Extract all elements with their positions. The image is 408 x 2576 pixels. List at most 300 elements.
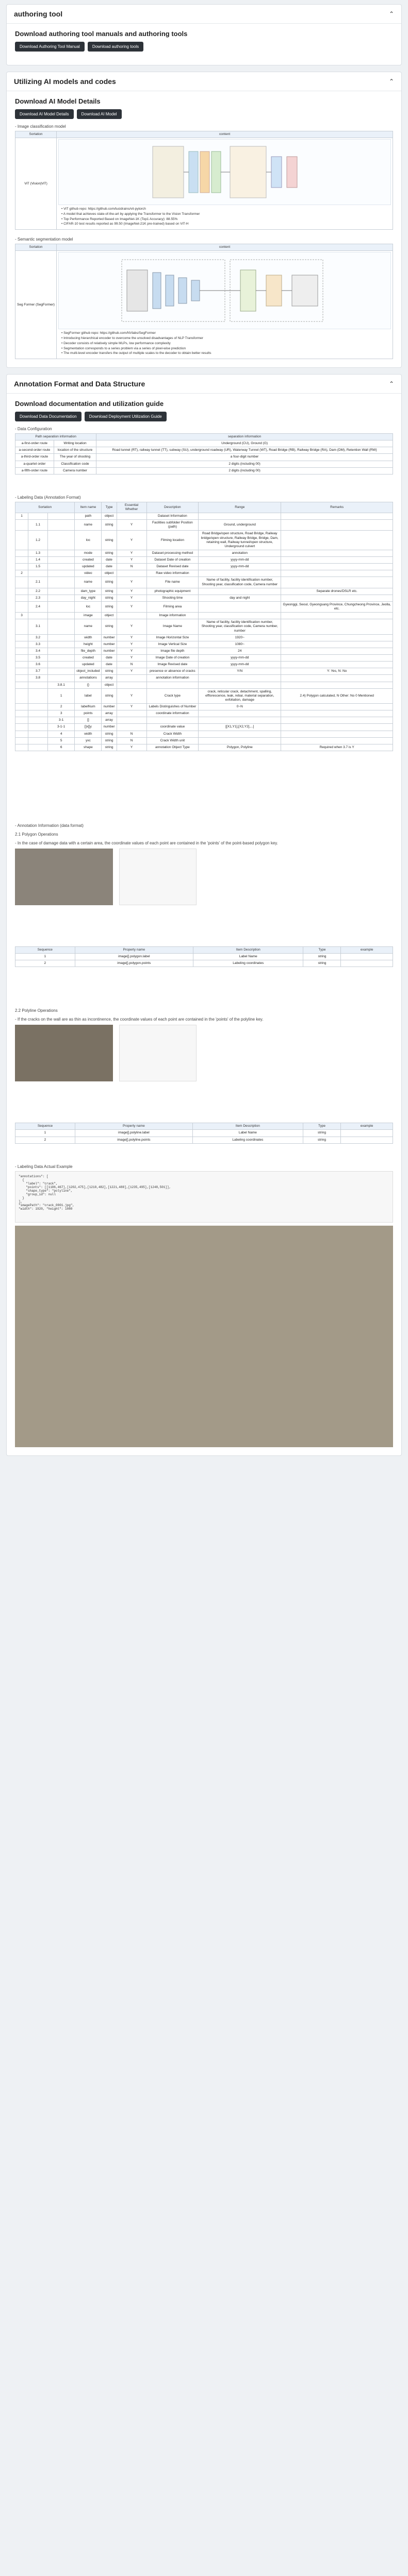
table-row bbox=[15, 619, 393, 634]
table-cell bbox=[15, 704, 28, 710]
table-cell: Y bbox=[117, 641, 146, 648]
table-cell bbox=[15, 731, 28, 737]
table-cell: 3.7 bbox=[28, 668, 48, 675]
table-cell: yyyy-mm-dd bbox=[199, 557, 281, 564]
table-cell bbox=[15, 531, 28, 550]
polygon-heading: 2.1 Polygon Operations bbox=[15, 832, 58, 837]
table-cell: name bbox=[75, 577, 102, 588]
table-cell: annotation information bbox=[146, 675, 199, 682]
table-header: Sortation bbox=[15, 244, 57, 251]
table-cell bbox=[281, 737, 393, 744]
table-cell bbox=[47, 648, 74, 654]
table-cell: shape bbox=[75, 744, 102, 751]
table-row bbox=[15, 550, 393, 556]
download-model-button[interactable]: Download AI Model bbox=[77, 109, 122, 119]
table-header: Essential Whether bbox=[117, 502, 146, 513]
table-cell: image[].polyline.label bbox=[75, 1130, 192, 1137]
download-manual-button[interactable]: Download Authoring Tool Manual bbox=[15, 42, 85, 52]
section-title: Annotation Format and Data Structure bbox=[14, 380, 145, 388]
table-cell: Label Name bbox=[192, 1130, 303, 1137]
table-cell: N bbox=[117, 737, 146, 744]
table-cell bbox=[47, 601, 74, 612]
table-row bbox=[15, 613, 393, 619]
table-cell bbox=[15, 662, 28, 668]
table-cell: image[].polygon.points bbox=[75, 960, 193, 967]
table-cell: string bbox=[102, 531, 117, 550]
table-cell bbox=[146, 717, 199, 724]
table-cell bbox=[47, 577, 74, 588]
table-cell bbox=[281, 564, 393, 570]
table-cell: a four-digit number bbox=[96, 454, 393, 461]
table-cell: []x[]y bbox=[75, 724, 102, 731]
table-cell: Road Bridge/open structure, Road Bridge, Railway bridge/open structure, Railway Bridge, Bridge, Dam, retaining wall, Railway tunnel/open structure, Underground culvert bbox=[199, 531, 281, 550]
table-cell bbox=[47, 550, 74, 556]
table-cell: points bbox=[75, 710, 102, 717]
table-cell: a-fifth-order route bbox=[15, 467, 54, 474]
table-row bbox=[15, 634, 393, 641]
table-cell: name bbox=[75, 520, 102, 531]
table-header: Range bbox=[199, 502, 281, 513]
table-cell bbox=[117, 513, 146, 520]
table-cell: date bbox=[102, 655, 117, 662]
table-cell: Facilities subfolder Position (path) bbox=[146, 520, 199, 531]
table-cell: Dataset Revised date bbox=[146, 564, 199, 570]
table-cell: 2.3 bbox=[28, 595, 48, 601]
table-cell: annotation Object Type bbox=[146, 744, 199, 751]
table-cell: string bbox=[102, 668, 117, 675]
table-cell: loc bbox=[75, 601, 102, 612]
table-cell: Ground, underground bbox=[199, 520, 281, 531]
table-header: Item name bbox=[75, 502, 102, 513]
table-cell bbox=[341, 1137, 393, 1143]
table-cell: Y bbox=[117, 595, 146, 601]
table-cell: string bbox=[303, 960, 341, 967]
table-cell: width bbox=[75, 634, 102, 641]
table-cell bbox=[117, 717, 146, 724]
table-cell: [[X1,Y1],[X2,Y2],...] bbox=[199, 724, 281, 731]
table-cell bbox=[199, 675, 281, 682]
table-cell: Dataset Information bbox=[146, 513, 199, 520]
table-cell: 1.5 bbox=[28, 564, 48, 570]
table-cell: 3 bbox=[15, 613, 28, 619]
table-row bbox=[15, 662, 393, 668]
table-cell bbox=[47, 588, 74, 595]
table-row bbox=[15, 601, 393, 612]
table-cell: 1.4 bbox=[28, 557, 48, 564]
table-header: Sortation bbox=[15, 502, 75, 513]
table-cell: image[].polygon.label bbox=[75, 954, 193, 960]
table-cell: object bbox=[102, 513, 117, 520]
table-cell bbox=[47, 570, 74, 577]
table-cell: 1 bbox=[15, 513, 28, 520]
table-cell bbox=[28, 704, 48, 710]
authoring-section bbox=[6, 4, 402, 65]
seg-label: - Semantic segmentation model bbox=[15, 237, 73, 242]
table-cell: number bbox=[102, 724, 117, 731]
table-cell bbox=[199, 710, 281, 717]
table-cell: number bbox=[102, 634, 117, 641]
table-cell bbox=[47, 613, 74, 619]
table-cell bbox=[47, 619, 74, 634]
table-cell: annotation bbox=[199, 550, 281, 556]
table-cell: date bbox=[102, 557, 117, 564]
table-cell: Gyeonggi, Seoul, Gyeongsang Province, Chungcheong Province, Jeolla, etc. bbox=[281, 601, 393, 612]
table-cell: date bbox=[102, 662, 117, 668]
table-cell: coordinate information bbox=[146, 710, 199, 717]
table-row bbox=[15, 520, 393, 531]
table-row bbox=[15, 744, 393, 751]
table-cell bbox=[117, 682, 146, 688]
table-cell: Y bbox=[117, 668, 146, 675]
table-cell bbox=[15, 724, 28, 731]
table-cell bbox=[281, 619, 393, 634]
table-cell: 3.3 bbox=[28, 641, 48, 648]
config-table bbox=[15, 433, 393, 474]
model-name: Seg Former (SegFormer) bbox=[15, 251, 57, 359]
table-cell bbox=[281, 531, 393, 550]
table-header: separation information bbox=[96, 434, 393, 440]
table-cell: Label Name bbox=[193, 954, 303, 960]
table-row bbox=[15, 531, 393, 550]
vit-architecture-diagram bbox=[58, 139, 391, 205]
table-cell: yyyy-mm-dd bbox=[199, 662, 281, 668]
image-cls-table bbox=[15, 131, 393, 230]
table-cell bbox=[281, 570, 393, 577]
table-cell: object bbox=[102, 682, 117, 688]
table-cell: 1.1 bbox=[28, 520, 48, 531]
table-cell bbox=[341, 960, 393, 967]
table-cell: 3.8 bbox=[28, 675, 48, 682]
table-cell: string bbox=[102, 601, 117, 612]
table-row bbox=[15, 564, 393, 570]
table-row bbox=[15, 717, 393, 724]
table-cell: Y bbox=[117, 744, 146, 751]
table-row bbox=[15, 1137, 393, 1143]
table-row bbox=[15, 454, 393, 461]
table-cell: loc bbox=[75, 531, 102, 550]
annotation-header[interactable] bbox=[7, 375, 401, 394]
table-row bbox=[15, 588, 393, 595]
table-cell bbox=[15, 668, 28, 675]
table-cell: Y bbox=[117, 601, 146, 612]
table-row bbox=[15, 737, 393, 744]
table-cell bbox=[15, 577, 28, 588]
table-cell bbox=[341, 1130, 393, 1137]
table-header: Type bbox=[303, 946, 341, 953]
table-cell: Y bbox=[117, 704, 146, 710]
table-header: Property name bbox=[75, 946, 193, 953]
table-cell: 1 bbox=[47, 688, 74, 703]
table-cell bbox=[117, 675, 146, 682]
table-cell: string bbox=[102, 595, 117, 601]
table-cell bbox=[15, 520, 28, 531]
table-cell: Y bbox=[117, 619, 146, 634]
table-cell bbox=[199, 613, 281, 619]
table-header: example bbox=[341, 946, 393, 953]
table-cell: 3.8.1 bbox=[47, 682, 74, 688]
table-cell bbox=[28, 737, 48, 744]
table-cell: Y bbox=[117, 550, 146, 556]
table-cell: Classification code bbox=[54, 461, 96, 467]
table-cell bbox=[15, 737, 28, 744]
table-cell bbox=[199, 731, 281, 737]
table-cell: Filming area bbox=[146, 601, 199, 612]
download-tools-button[interactable]: Download authoring tools bbox=[88, 42, 143, 52]
labeling-label: - Labeling Data (Annotation Format) bbox=[15, 495, 81, 500]
table-cell bbox=[146, 682, 199, 688]
table-cell: Crack Width bbox=[146, 731, 199, 737]
table-cell: presence or absence of cracks bbox=[146, 668, 199, 675]
table-cell bbox=[47, 557, 74, 564]
table-row bbox=[15, 1130, 393, 1137]
table-cell: 1920~ bbox=[199, 634, 281, 641]
table-cell: number bbox=[102, 648, 117, 654]
table-cell: Image information bbox=[146, 613, 199, 619]
table-cell bbox=[281, 731, 393, 737]
models-section bbox=[6, 72, 402, 368]
table-cell: a-third-order route bbox=[15, 454, 54, 461]
table-cell: 0~N bbox=[199, 704, 281, 710]
table-cell bbox=[199, 601, 281, 612]
table-cell: number bbox=[102, 704, 117, 710]
table-cell bbox=[28, 688, 48, 703]
table-cell: string bbox=[102, 731, 117, 737]
download-data-doc-button[interactable]: Download Data Documentation bbox=[15, 412, 81, 421]
table-cell bbox=[47, 675, 74, 682]
table-cell: dam_type bbox=[75, 588, 102, 595]
polyline-heading: 2.2 Polyline Operations bbox=[15, 1008, 58, 1013]
table-cell: string bbox=[102, 550, 117, 556]
table-header: Item Description bbox=[193, 946, 303, 953]
table-row bbox=[15, 710, 393, 717]
table-cell: 1080~ bbox=[199, 641, 281, 648]
table-cell: Image Date of creation bbox=[146, 655, 199, 662]
table-cell bbox=[15, 595, 28, 601]
table-cell: 1 bbox=[15, 954, 75, 960]
table-cell bbox=[15, 648, 28, 654]
table-cell bbox=[281, 675, 393, 682]
table-cell: string bbox=[303, 1137, 340, 1143]
table-row bbox=[15, 655, 393, 662]
table-row bbox=[15, 731, 393, 737]
table-cell: annotations bbox=[75, 675, 102, 682]
table-cell: labelNum bbox=[75, 704, 102, 710]
download-guide-button[interactable]: Download Deployment Utilization Guide bbox=[85, 412, 167, 421]
model-bullet: • A model that achieves state-of-the-art by applying the Transformer to the Vision Transformer bbox=[61, 212, 388, 217]
table-cell: Crack Width unit bbox=[146, 737, 199, 744]
table-cell: Polygon, Polyline bbox=[199, 744, 281, 751]
table-cell bbox=[199, 682, 281, 688]
image-cls-label: - Image classification model bbox=[15, 124, 66, 129]
table-cell: Y bbox=[117, 588, 146, 595]
table-cell bbox=[15, 641, 28, 648]
table-row bbox=[15, 960, 393, 967]
chevron-up-icon[interactable]: ⌃ bbox=[388, 10, 394, 18]
table-cell: object bbox=[102, 613, 117, 619]
model-name: ViT (Vision|ViT) bbox=[15, 138, 57, 230]
table-cell: 1.3 bbox=[28, 550, 48, 556]
table-cell: 2 bbox=[47, 704, 74, 710]
models-header[interactable] bbox=[7, 72, 401, 91]
table-cell: string bbox=[102, 737, 117, 744]
authoring-header[interactable] bbox=[7, 5, 401, 24]
table-header: Item Description bbox=[192, 1123, 303, 1130]
table-header: content bbox=[57, 244, 393, 251]
table-cell: Required when 3.7 is Y bbox=[281, 744, 393, 751]
table-cell: date bbox=[102, 564, 117, 570]
table-cell bbox=[199, 570, 281, 577]
table-cell: Raw video information bbox=[146, 570, 199, 577]
table-cell: Y bbox=[117, 655, 146, 662]
polyline-example-image bbox=[15, 1025, 113, 1081]
table-cell: string bbox=[102, 520, 117, 531]
table-cell bbox=[281, 520, 393, 531]
table-cell: object_included bbox=[75, 668, 102, 675]
table-header: Type bbox=[102, 502, 117, 513]
table-cell: label bbox=[75, 688, 102, 703]
table-cell: string bbox=[102, 688, 117, 703]
download-model-details-button[interactable]: Download AI Model Details bbox=[15, 109, 74, 119]
polygon-example-image bbox=[15, 849, 113, 905]
table-cell bbox=[28, 724, 48, 731]
table-cell bbox=[15, 710, 28, 717]
table-cell: path bbox=[75, 513, 102, 520]
polyline-desc: - If the cracks on the wall are as thin as incontinence, the coordinate values of each point are contained in the 'points' of the polyline key. bbox=[15, 1017, 264, 1022]
table-cell bbox=[281, 717, 393, 724]
table-cell bbox=[15, 744, 28, 751]
actual-example-image bbox=[15, 1226, 393, 1447]
table-cell bbox=[281, 682, 393, 688]
table-cell: location of the structure bbox=[54, 447, 96, 454]
actual-label: - Labeling Data Actual Example bbox=[15, 1164, 73, 1169]
table-cell bbox=[15, 588, 28, 595]
table-cell: Dataset processing method bbox=[146, 550, 199, 556]
table-cell bbox=[281, 641, 393, 648]
table-cell: 2.2 bbox=[28, 588, 48, 595]
table-row bbox=[15, 675, 393, 682]
model-bullet: • SegFormer github repo: https://github.com/NVlabs/SegFormer bbox=[61, 331, 388, 336]
table-cell bbox=[47, 662, 74, 668]
table-cell: 3-1 bbox=[47, 717, 74, 724]
table-cell bbox=[281, 662, 393, 668]
chevron-up-icon[interactable]: ⌃ bbox=[388, 78, 394, 85]
table-cell: Name of facility, facility identification number, Shooting year, classification code, Camera number bbox=[199, 577, 281, 588]
table-cell: 2.1 bbox=[28, 577, 48, 588]
table-cell: Labeling coordinates bbox=[192, 1137, 303, 1143]
chevron-up-icon[interactable]: ⌃ bbox=[388, 380, 394, 387]
table-cell bbox=[28, 682, 48, 688]
table-cell bbox=[28, 744, 48, 751]
table-cell bbox=[281, 513, 393, 520]
table-cell: a-second-order route bbox=[15, 447, 54, 454]
table-cell: number bbox=[102, 641, 117, 648]
table-cell: [] bbox=[75, 717, 102, 724]
table-cell: Y: Yes, N: No bbox=[281, 668, 393, 675]
authoring-heading: Download authoring tool manuals and authoring tools bbox=[15, 30, 188, 38]
table-cell: 2 digits (including 00) bbox=[96, 467, 393, 474]
table-cell: string bbox=[303, 954, 341, 960]
table-cell: 2.4 bbox=[28, 601, 48, 612]
table-header: content bbox=[57, 131, 393, 138]
table-cell: Filming location bbox=[146, 531, 199, 550]
table-cell bbox=[47, 634, 74, 641]
table-cell: 1.2 bbox=[28, 531, 48, 550]
table-cell: day and night bbox=[199, 595, 281, 601]
table-cell: array bbox=[102, 710, 117, 717]
table-cell bbox=[281, 724, 393, 731]
table-row bbox=[15, 440, 393, 447]
table-cell bbox=[281, 634, 393, 641]
table-cell: file_depth bbox=[75, 648, 102, 654]
table-cell: 2 bbox=[15, 570, 28, 577]
table-cell bbox=[15, 557, 28, 564]
table-cell: 3.2 bbox=[28, 634, 48, 641]
table-cell: 3-1-1 bbox=[47, 724, 74, 731]
table-row bbox=[15, 954, 393, 960]
labeling-table bbox=[15, 502, 393, 751]
table-cell bbox=[117, 570, 146, 577]
table-cell bbox=[47, 641, 74, 648]
table-cell bbox=[281, 655, 393, 662]
table-cell bbox=[28, 613, 48, 619]
table-cell bbox=[199, 513, 281, 520]
table-cell: 4 bbox=[47, 731, 74, 737]
table-cell: Y bbox=[117, 648, 146, 654]
table-cell bbox=[47, 520, 74, 531]
table-cell: The year of shooting bbox=[54, 454, 96, 461]
table-cell bbox=[281, 557, 393, 564]
table-cell: File name bbox=[146, 577, 199, 588]
table-cell: 2.4) Polygon calculated, N Other: No 0 Mentioned bbox=[281, 688, 393, 703]
table-cell: image[].polyline.points bbox=[75, 1137, 192, 1143]
table-cell bbox=[28, 513, 48, 520]
table-cell: N bbox=[117, 731, 146, 737]
table-cell bbox=[199, 717, 281, 724]
table-cell: coordinate value bbox=[146, 724, 199, 731]
table-cell: name bbox=[75, 619, 102, 634]
table-row bbox=[15, 724, 393, 731]
table-cell: yxc bbox=[75, 737, 102, 744]
table-cell bbox=[28, 710, 48, 717]
table-cell: 1 bbox=[15, 1130, 75, 1137]
table-cell: Y/N bbox=[199, 668, 281, 675]
table-cell: Labels Distinguishes of Number bbox=[146, 704, 199, 710]
table-cell: day_night bbox=[75, 595, 102, 601]
model-bullet: • Decoder consists of relatively simple MLPs, low performance complexity bbox=[61, 341, 388, 346]
table-cell: Writing location bbox=[54, 440, 96, 447]
table-cell: array bbox=[102, 675, 117, 682]
table-cell: Shooting time bbox=[146, 595, 199, 601]
table-cell: object bbox=[102, 570, 117, 577]
table-cell: Separate drones/DSLR etc. bbox=[281, 588, 393, 595]
table-header: Sequence bbox=[15, 1123, 75, 1130]
table-cell: yyyy-mm-dd bbox=[199, 655, 281, 662]
table-cell bbox=[47, 513, 74, 520]
table-header: Path separation information bbox=[15, 434, 96, 440]
polygon-table bbox=[15, 946, 393, 967]
table-row bbox=[15, 704, 393, 710]
table-cell: string bbox=[102, 577, 117, 588]
table-cell: 2 digits (including 00) bbox=[96, 461, 393, 467]
table-header: Sequence bbox=[15, 946, 75, 953]
polygon-json-image bbox=[119, 849, 197, 905]
table-row bbox=[15, 513, 393, 520]
table-cell bbox=[47, 531, 74, 550]
table-row bbox=[15, 461, 393, 467]
table-cell bbox=[15, 655, 28, 662]
table-cell: Y bbox=[117, 577, 146, 588]
table-cell bbox=[15, 688, 28, 703]
